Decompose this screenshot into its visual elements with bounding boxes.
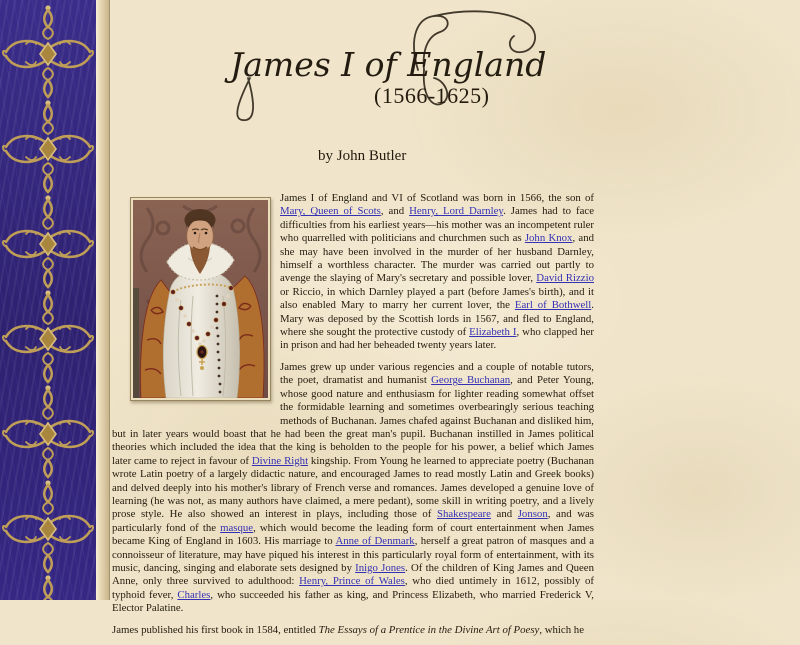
calligraphy-flourish-icon (222, 6, 562, 128)
text-run: . James had to face difficulties from his earliest years—his mother was an incompetent ruler who quarrelled with politicians and churchmen such as (280, 205, 594, 245)
text-run: , and was particularly fond of the (112, 508, 594, 534)
article (112, 192, 594, 645)
hyperlink[interactable]: Henry, Prince of Wales (299, 575, 405, 588)
hyperlink[interactable]: Shakespeare (436, 508, 491, 521)
text-run: , who clapped her in prison and had her beheaded twenty years later. (280, 326, 595, 352)
page-title: James I of England (230, 45, 547, 84)
text-run: . Of the children of King James and Queen Anne, only three survived to adulthood: (112, 561, 594, 588)
text-run: and (490, 508, 518, 521)
text-run: , herself a great patron of masques and a connoisseur of literature, may have piqued his interest in this particularly royal form of entertainment, with its music, dancing, singing and elaborate sets designed by (112, 535, 594, 574)
hyperlink[interactable]: Divine Right (251, 454, 309, 467)
hyperlink[interactable]: George Buchanan (431, 374, 511, 387)
hyperlink[interactable]: Henry, Lord Darnley (409, 205, 504, 218)
text-run: , who succeeded his father as king, and Princess Elizabeth, who married Frederick V, Elector Palatine. (112, 588, 594, 615)
text-run: kingship. From Young he learned to appreciate poetry (Buchanan wrote Latin poetry of a largely didactic nature, and encouraged James to read mostly Latin and Greek books) and delved deeply into his mother's library of French verse and romances. James developed a genuine love of learning (he was not, as many authors have claimed, a mere pedant), some skill in writing poetry, and a lively prose style. He also showed an interest in plays, including those of (112, 454, 594, 521)
text-run: , and she may have been involved in the murder of her husband Darnley, himself a worthless character. The murder was carried out partly to avenge the slaying of Mary's secretary and possible lover, (280, 232, 595, 285)
portrait-of-james-i (130, 197, 271, 401)
paragraph (112, 624, 594, 637)
text-run: , who died untimely in 1612, possibly of typhoid fever, (112, 575, 594, 601)
hyperlink[interactable]: masque (220, 521, 254, 534)
hyperlink[interactable]: Mary, Queen of Scots (280, 205, 381, 218)
book-title: The Essays of a Prentice in the Divine Art of Poesy (318, 623, 540, 636)
text-run: , which he (539, 623, 585, 636)
text-run: , and (380, 205, 410, 218)
hyperlink[interactable]: Inigo Jones (355, 561, 406, 574)
hyperlink[interactable]: David Rizzio (536, 272, 594, 285)
text-run: or Riccio, in which Darnley played a part (before James's birth), and it also enabled Mary to marry her current lover, the (280, 285, 594, 312)
hyperlink[interactable]: John Knox (524, 232, 573, 245)
text-run: . Mary was deposed by the Scottish lords in 1567, and fled to England, where she sought the protective custody of (280, 299, 594, 339)
hyperlink[interactable]: Elizabeth I (469, 326, 517, 339)
page-edge-shadow (96, 0, 110, 600)
text-run: , which would become the leading form of court entertainment when James became King of England in 1603. His marriage to (112, 521, 594, 548)
james-i-portrait-image (133, 200, 268, 398)
hyperlink[interactable]: Earl of Bothwell (514, 299, 592, 312)
hyperlink[interactable]: Jonson (517, 508, 548, 521)
text-run: James published his first book in 1584, entitled (112, 623, 319, 636)
hyperlink[interactable]: Anne of Denmark (335, 535, 415, 548)
text-run: James I of England and VI of Scotland was born in 1566, the son of (280, 192, 594, 204)
page-title-calligraphy (222, 6, 562, 128)
hyperlink[interactable]: Charles (177, 588, 211, 601)
tapestry-border (0, 0, 96, 600)
gold-arabesque-ornament-icon (0, 0, 96, 600)
text-run: James grew up under various regencies and a couple of notable tutors, the poet, dramatist and humanist (280, 360, 594, 387)
byline: by John Butler (318, 148, 407, 164)
title-years: (1566-1625) (374, 83, 490, 108)
text-run: , and Peter Young, whose good nature and enthusiasm for lighter reading somewhat offset the formidable learning and sometimes overbearingly serious teaching methods of Buchanan. James chafed against Buchanan and disliked him, but in later years would boast that he had been the great man's pupil. Buchanan instilled in James political theories which included the idea that the king is beholden to the people for his power, a belief which James later came to reject in favour of (112, 374, 594, 467)
